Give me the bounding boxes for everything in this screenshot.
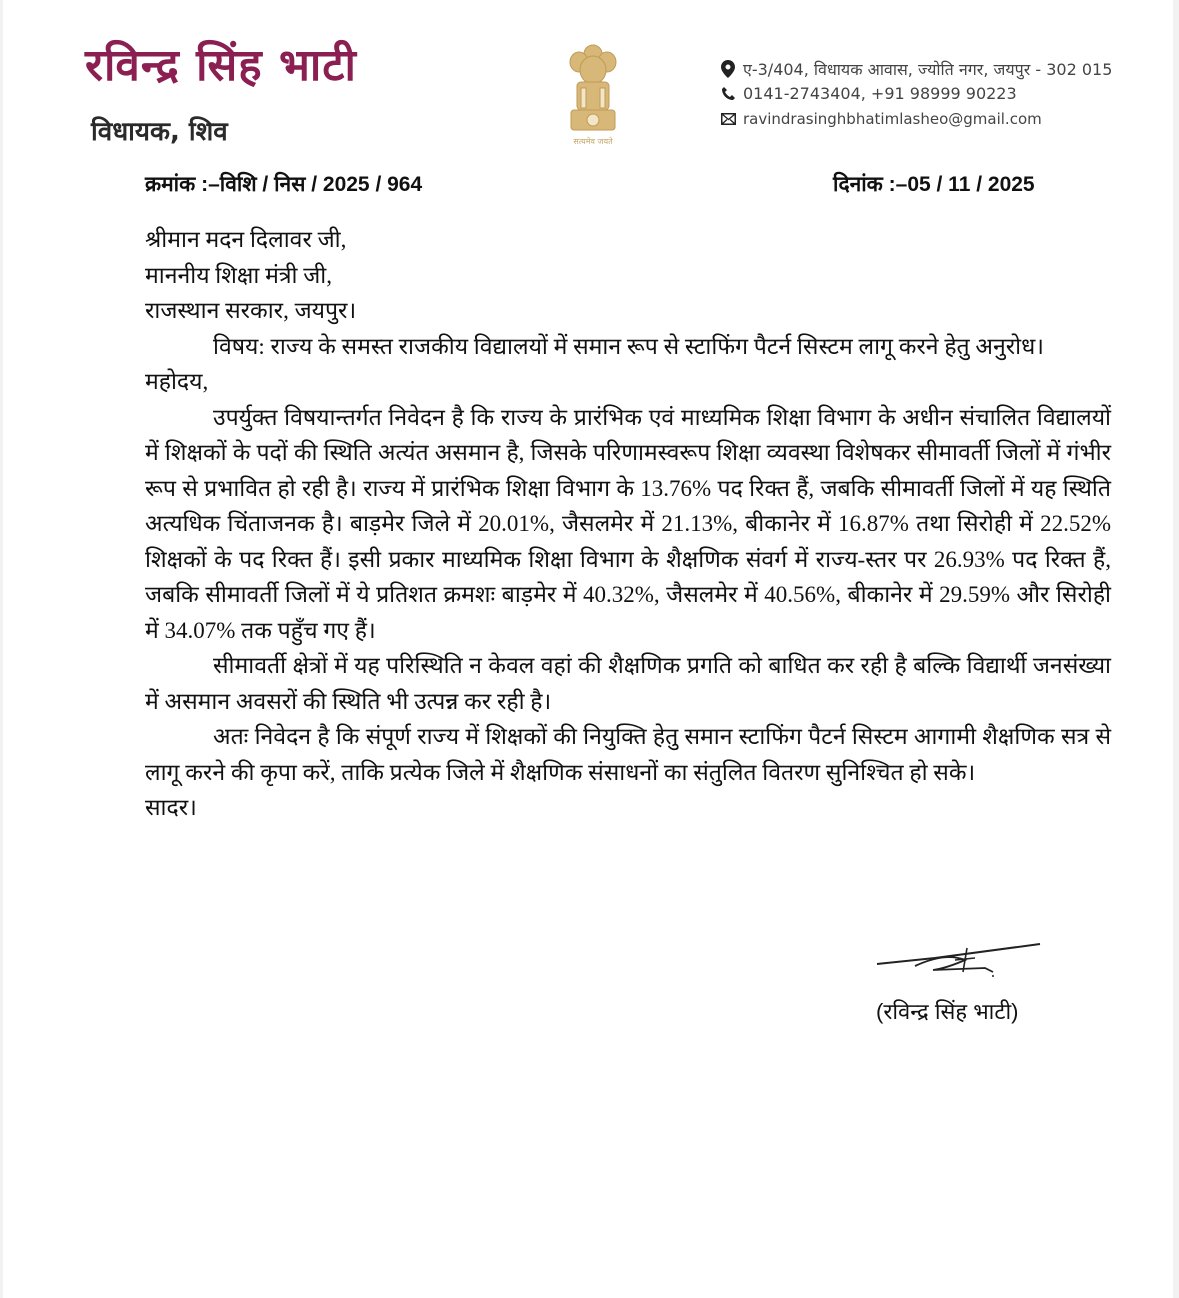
signatory-name: (रविन्द्र सिंह भाटी) [876,999,1019,1024]
closing: सादर। [145,795,197,820]
recipient-line-1: श्रीमान मदन दिलावर जी, [145,227,347,252]
national-emblem-icon [563,40,623,148]
mail-icon [721,113,743,125]
phone-text: 0141-2743404, +91 98999 90223 [743,84,1017,103]
address-row [721,56,1112,81]
signature-image [875,938,1045,978]
address-text: ए-3/404, विधायक आवास, ज्योति नगर, जयपुर - 302 015 [743,59,1113,79]
letterhead-designation: विधायक, शिव [91,117,228,147]
location-pin-icon [721,60,743,78]
paragraph-2: सीमावर्ती क्षेत्रों में यह परिस्थिति न केवल वहां की शैक्षणिक प्रगति को बाधित कर रही है बल्कि विद्यार्थी जनसंख्या में असमान अवसरों की स्थिति भी उत्पन्न कर रही है। [145,653,1111,714]
recipient-line-3: राजस्थान सरकार, जयपुर। [145,298,357,323]
contact-block [721,56,1112,131]
email-link[interactable]: ravindrasinghbhatimlasheo@gmail.com [743,109,1042,128]
letter-page [3,0,1173,1298]
letterhead-name: रविन्द्र सिंह भाटी [85,40,357,91]
subject-line: विषय: राज्य के समस्त राजकीय विद्यालयों में समान रूप से स्टाफिंग पैटर्न सिस्टम लागू करने हेतु अनुरोध। [213,333,1044,359]
paragraph-3: अतः निवेदन है कि संपूर्ण राज्य में शिक्षकों की नियुक्ति हेतु समान स्टाफिंग पैटर्न सिस्टम आगामी शैक्षणिक सत्र से लागू करने की कृपा करें, ताकि प्रत्येक जिले में शैक्षणिक संसाधनों का संतुलित वितरण सुनिश्चित हो सके। [145,724,1111,785]
email-row [721,106,1112,131]
paragraph-1: उपर्युक्त विषयान्तर्गत निवेदन है कि राज्य के प्रारंभिक एवं माध्यमिक शिक्षा विभाग के अधीन संचालित विद्यालयों में शिक्षकों के पदों की स्थिति अत्यंत असमान है, जिसके परिणामस्वरूप शिक्षा व्यवस्था विशेषकर सीमावर्ती जिलों में गंभीर रूप से प्रभावित हो रही है। राज्य में प्रारंभिक शिक्षा विभाग के 13.76% पद रिक्त हैं, जबकि सीमावर्ती जिलों में यह स्थिति अत्यधिक चिंताजनक है। बाड़मेर जिले में 20.01%, जैसलमेर में 21.13%, बीकानेर में 16.87% तथा सिरोही में 22.52% शिक्षकों के पद रिक्त हैं। इसी प्रकार माध्यमिक शिक्षा विभाग के शैक्षणिक संवर्ग में राज्य-स्तर पर 26.93% पद रिक्त हैं, जबकि सीमावर्ती जिलों में ये प्रतिशत क्रमशः बाड़मेर में 40.32%, जैसलमेर में 40.56%, बीकानेर में 29.59% और सिरोही में 34.07% तक पहुँच गए हैं। [145,404,1111,643]
phone-row [721,81,1112,106]
emblem-motto: सत्यमेव जयते [573,137,613,146]
letter-date: दिनांक :–05 / 11 / 2025 [833,173,1035,196]
recipient-line-2: माननीय शिक्षा मंत्री जी, [145,262,333,288]
salutation: महोदय, [145,369,209,394]
reference-number: क्रमांक :–विशि / निस / 2025 / 964 [145,173,423,196]
letter-body [145,222,1111,826]
phone-icon [721,86,743,101]
